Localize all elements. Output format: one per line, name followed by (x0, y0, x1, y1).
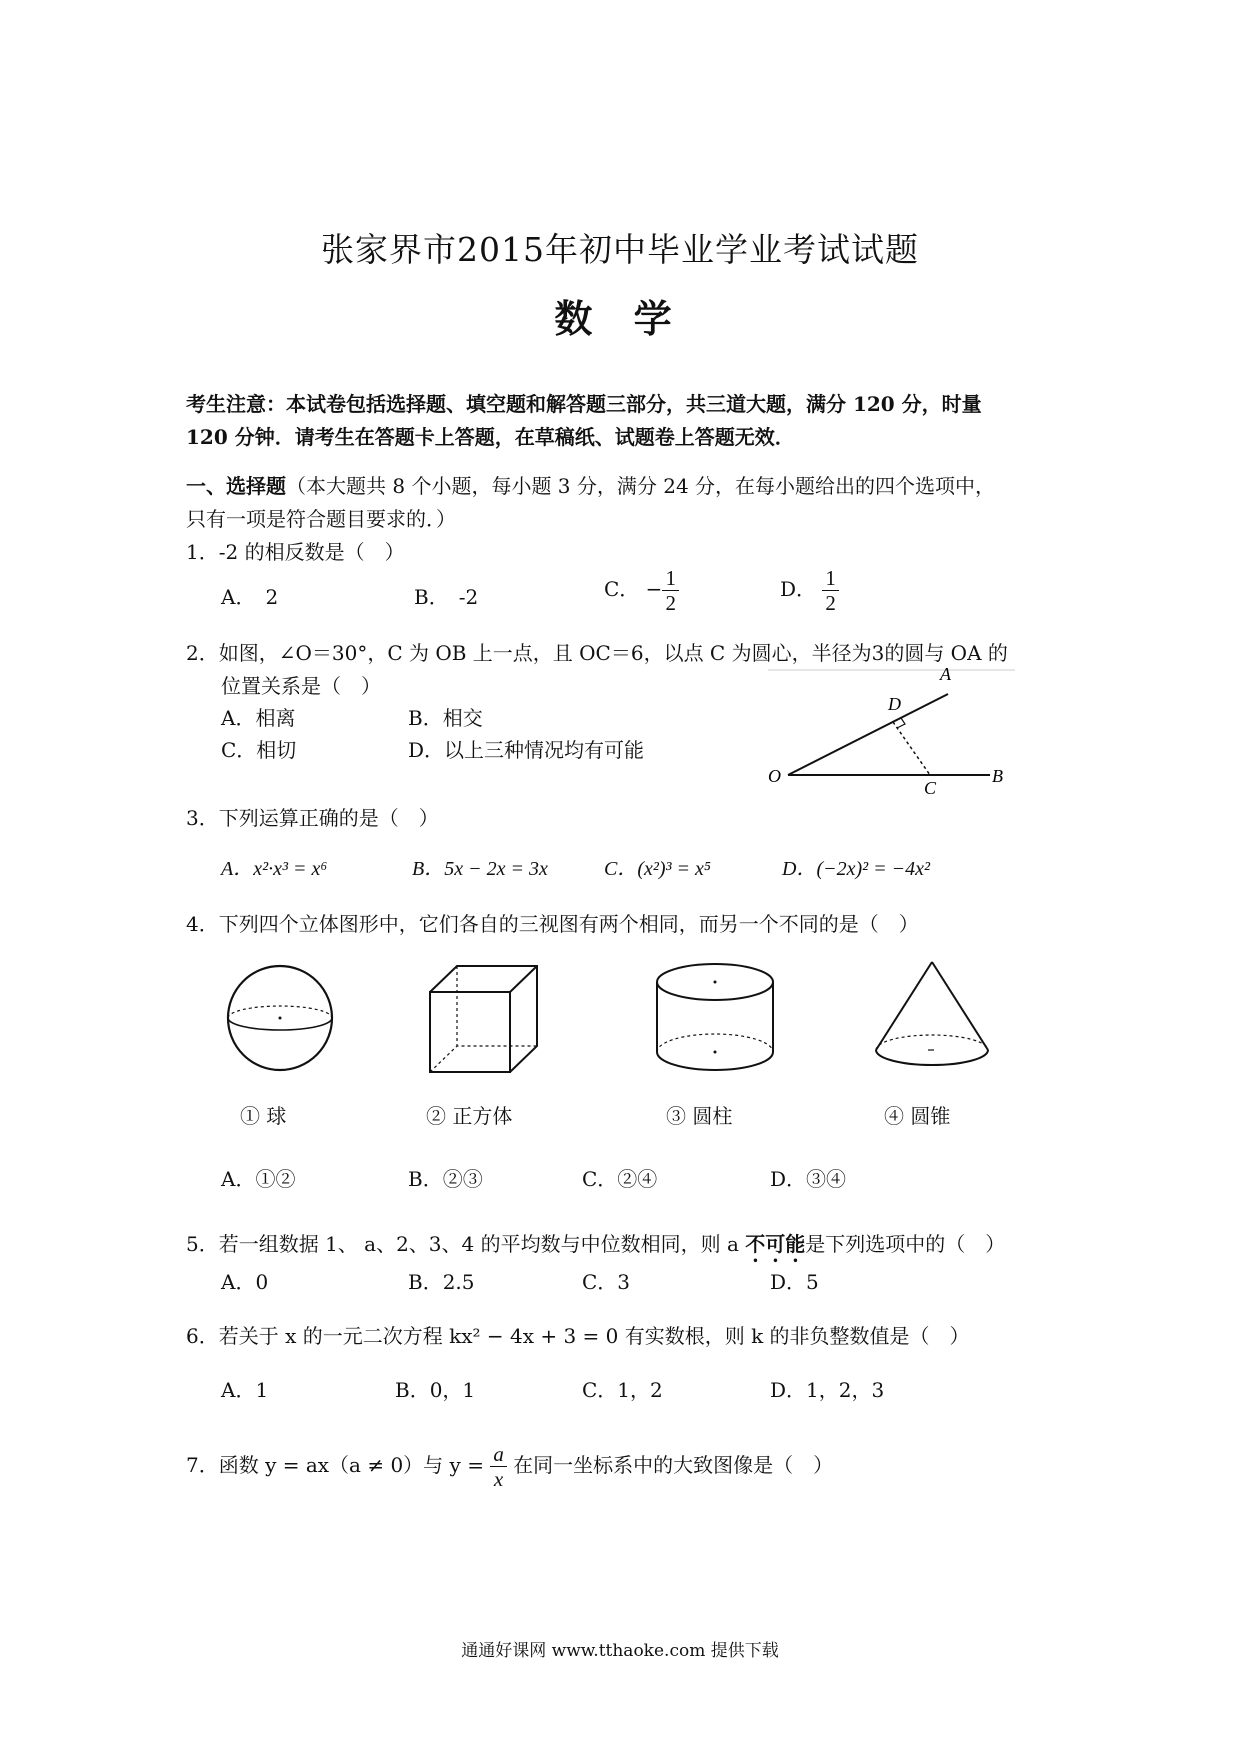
q5-option-d: D．5 (770, 1270, 819, 1294)
q7-stem (186, 1442, 833, 1491)
q4-caption-sphere: ① 球 (240, 1104, 287, 1128)
q1-option-c-sign: − (645, 577, 663, 601)
q1-d-denominator: 2 (825, 591, 836, 615)
q6-option-d: D．1，2，3 (770, 1378, 885, 1402)
q2-label-a: A (940, 664, 951, 684)
q2-label-d: D (888, 694, 901, 714)
q1-option-c-fraction (662, 566, 679, 615)
q2-perpendicular-dc (893, 722, 930, 775)
q2-label-c: C (924, 778, 937, 798)
q5-option-c: C．3 (582, 1270, 631, 1294)
notice-line-1: 考生注意：本试卷包括选择题、填空题和解答题三部分，共三道大题，满分 120 分，时量 (186, 392, 982, 416)
q4-option-d: D．③④ (770, 1167, 847, 1191)
q5-stem-pre: 5．若一组数据 1、 a、2、3、4 的平均数与中位数相同，则 a (186, 1232, 746, 1256)
sphere-shape (228, 966, 332, 1070)
q2-option-d: D．以上三种情况均有可能 (408, 738, 645, 762)
section-1-desc-2: 只有一项是符合题目要求的．） (186, 507, 456, 531)
q4-option-b: B．②③ (408, 1167, 483, 1191)
q3-option-d: D．(−2x)² = −4x² (782, 858, 930, 880)
q1-stem: 1．-2 的相反数是（ ） (186, 540, 405, 564)
q7-fraction (490, 1442, 507, 1491)
q1-option-b: B． -2 (414, 585, 479, 609)
q5-stem-emphasis: 不可能 (745, 1232, 806, 1256)
q1-c-numerator: 1 (662, 566, 679, 591)
q2-label-o: O (768, 766, 781, 786)
q2-stem-2: 位置关系是（ ） (221, 674, 381, 698)
subject-title: 数 学 (554, 296, 686, 341)
q2-label-b: B (992, 766, 1003, 786)
cylinder-shape (657, 964, 773, 1070)
q4-caption-cube: ② 正方体 (426, 1104, 513, 1128)
q6-option-c: C．1，2 (582, 1378, 663, 1402)
q7-stem-pre: 7．函数 y = ax（a ≠ 0）与 y = (186, 1453, 484, 1477)
q6-option-b: B．0，1 (395, 1378, 476, 1402)
q5-option-b: B．2.5 (408, 1270, 475, 1294)
q5-option-a: A．0 (221, 1270, 269, 1294)
q2-option-c: C．相切 (221, 738, 297, 762)
q2-stem: 2．如图，∠O＝30°，C 为 OB 上一点，且 OC＝6，以点 C 为圆心，半径为3的圆与 OA 的 (186, 641, 1008, 665)
q3-stem: 3．下列运算正确的是（ ） (186, 806, 439, 830)
q6-stem: 6．若关于 x 的一元二次方程 kx² − 4x + 3 = 0 有实数根，则 k 的非负整数值是（ ） (186, 1324, 970, 1348)
cube-shape (430, 966, 537, 1072)
q4-caption-cylinder: ③ 圆柱 (666, 1104, 733, 1128)
q1-option-a: A． 2 (221, 585, 279, 609)
q7-fraction-denominator: x (493, 1467, 504, 1491)
q4-solids-figure (220, 960, 1020, 1080)
q4-stem: 4．下列四个立体图形中，它们各自的三视图有两个相同，而另一个不同的是（ ） (186, 912, 919, 936)
q1-option-d-label: D． (780, 577, 817, 601)
section-1-heading-line (186, 470, 995, 499)
q2-ray-oa (788, 694, 948, 775)
section-1-desc-1: （本大题共 8 个小题，每小题 3 分，满分 24 分，在每小题给出的四个选项中， (286, 474, 996, 498)
q1-option-d (780, 566, 839, 615)
page-footer: 通通好课网 www.tthaoke.com 提供下载 (461, 1641, 779, 1661)
q2-figure (760, 660, 1020, 800)
q3-option-b: B．5x − 2x = 3x (412, 858, 548, 880)
page-title: 张家界市2015年初中毕业学业考试试题 (321, 230, 919, 269)
q5-stem (186, 1228, 1005, 1267)
q7-fraction-numerator: a (490, 1442, 507, 1467)
q4-option-c: C．②④ (582, 1167, 658, 1191)
q4-caption-cone: ④ 圆锥 (884, 1104, 951, 1128)
q1-option-d-fraction (822, 566, 839, 615)
q3-option-a: A．x²·x³ = x⁶ (221, 858, 328, 880)
cone-shape (876, 962, 988, 1065)
notice-line-2: 120 分钟．请考生在答题卡上答题，在草稿纸、试题卷上答题无效． (186, 425, 795, 449)
q3-option-c: C．(x²)³ = x⁵ (604, 858, 711, 880)
q1-option-c-label: C． (604, 577, 640, 601)
q1-option-c (604, 566, 679, 615)
q6-option-a: A．1 (221, 1378, 269, 1402)
q2-option-a: A．相离 (221, 706, 296, 730)
section-1-heading: 一、选择题 (186, 474, 286, 498)
q1-c-denominator: 2 (665, 591, 676, 615)
q1-d-numerator: 1 (822, 566, 839, 591)
q2-option-b: B．相交 (408, 706, 483, 730)
q7-stem-post: 在同一坐标系中的大致图像是（ ） (513, 1453, 834, 1477)
q5-stem-post: 是下列选项中的（ ） (805, 1232, 1006, 1256)
q4-option-a: A．①② (221, 1167, 296, 1191)
